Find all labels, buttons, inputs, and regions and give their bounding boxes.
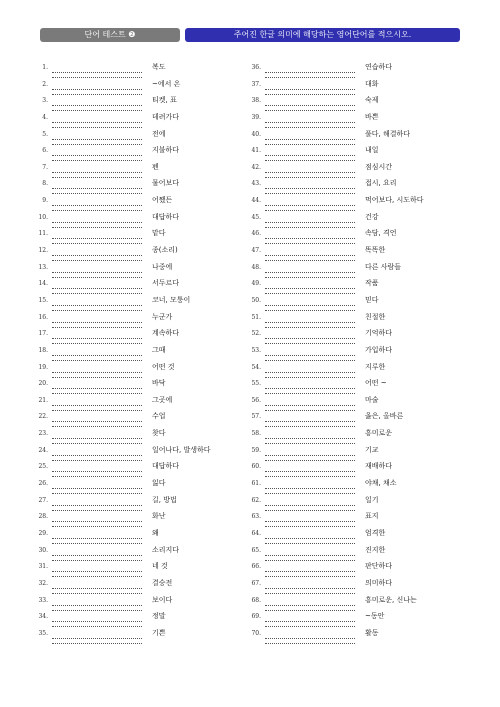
- korean-meaning: 정말: [152, 612, 166, 621]
- word-item: [36, 278, 246, 295]
- korean-meaning: 왜: [152, 528, 159, 537]
- item-number: 43.: [251, 180, 261, 188]
- korean-meaning: 티켓, 표: [152, 96, 177, 105]
- answer-blank[interactable]: [52, 438, 142, 439]
- item-number: 53.: [251, 346, 261, 354]
- answer-blank[interactable]: [52, 605, 142, 606]
- answer-blank[interactable]: [265, 555, 355, 556]
- word-item: [36, 395, 246, 412]
- item-number: 63.: [251, 513, 261, 521]
- answer-blank[interactable]: [265, 205, 355, 206]
- korean-meaning: 작품: [365, 279, 379, 288]
- answer-blank[interactable]: [265, 222, 355, 223]
- item-number: 70.: [251, 629, 261, 637]
- korean-meaning: 똑똑한: [365, 246, 386, 255]
- item-number: 27.: [38, 496, 48, 504]
- word-item: [36, 528, 246, 545]
- answer-blank[interactable]: [265, 621, 355, 622]
- answer-blank[interactable]: [52, 471, 142, 472]
- answer-blank[interactable]: [52, 288, 142, 289]
- korean-meaning: 찾다: [152, 429, 166, 438]
- item-number: 58.: [251, 430, 261, 438]
- word-item: [249, 411, 459, 428]
- word-item: [249, 212, 459, 229]
- word-item: [249, 195, 459, 212]
- answer-blank[interactable]: [52, 455, 142, 456]
- korean-meaning: 전에: [152, 129, 166, 138]
- word-item: [36, 178, 246, 195]
- word-item: [249, 278, 459, 295]
- korean-meaning: 지불하다: [152, 146, 180, 155]
- item-number: 12.: [38, 247, 48, 255]
- korean-meaning: 다른 사람들: [365, 262, 402, 271]
- word-item: [249, 62, 459, 79]
- answer-blank[interactable]: [52, 505, 142, 506]
- item-number: 6.: [42, 147, 48, 155]
- answer-blank[interactable]: [265, 272, 355, 273]
- answer-blank[interactable]: [52, 188, 142, 189]
- answer-blank[interactable]: [265, 405, 355, 406]
- word-item: [249, 95, 459, 112]
- answer-blank[interactable]: [265, 438, 355, 439]
- item-number: 40.: [251, 130, 261, 138]
- word-item: [249, 362, 459, 379]
- korean-meaning: 펜: [152, 162, 159, 171]
- answer-blank[interactable]: [265, 139, 355, 140]
- item-number: 51.: [251, 313, 261, 321]
- item-number: 54.: [251, 363, 261, 371]
- korean-meaning: 종(소리): [152, 246, 178, 255]
- korean-meaning: 활동: [365, 628, 379, 637]
- answer-blank[interactable]: [52, 172, 142, 173]
- answer-blank[interactable]: [52, 555, 142, 556]
- word-item: [249, 461, 459, 478]
- korean-meaning: 바닥: [152, 379, 166, 388]
- item-number: 55.: [251, 380, 261, 388]
- answer-blank[interactable]: [52, 488, 142, 489]
- korean-meaning: 건강: [365, 212, 379, 221]
- word-item: [249, 561, 459, 578]
- answer-blank[interactable]: [265, 488, 355, 489]
- item-number: 37.: [251, 80, 261, 88]
- word-item: [249, 428, 459, 445]
- answer-blank[interactable]: [265, 72, 355, 73]
- item-number: 44.: [251, 197, 261, 205]
- korean-meaning: 어떤 것: [152, 362, 175, 371]
- word-item: [36, 362, 246, 379]
- answer-blank[interactable]: [265, 605, 355, 606]
- word-item: [249, 395, 459, 412]
- item-number: 18.: [38, 346, 48, 354]
- answer-blank[interactable]: [52, 355, 142, 356]
- word-item: [249, 112, 459, 129]
- answer-blank[interactable]: [265, 305, 355, 306]
- word-item: [36, 495, 246, 512]
- word-item: [249, 79, 459, 96]
- answer-blank[interactable]: [52, 322, 142, 323]
- word-item: [249, 295, 459, 312]
- korean-meaning: ~에서 온: [152, 79, 181, 88]
- word-item: [36, 378, 246, 395]
- korean-meaning: 판단하다: [365, 562, 393, 571]
- answer-blank[interactable]: [52, 571, 142, 572]
- answer-blank[interactable]: [265, 172, 355, 173]
- item-number: 20.: [38, 380, 48, 388]
- item-number: 14.: [38, 280, 48, 288]
- word-item: [36, 295, 246, 312]
- answer-blank[interactable]: [265, 238, 355, 239]
- item-number: 21.: [38, 396, 48, 404]
- korean-meaning: 맡다: [152, 229, 166, 238]
- word-item: [36, 545, 246, 562]
- korean-meaning: 의미하다: [365, 578, 393, 587]
- word-item: [36, 212, 246, 229]
- item-number: 41.: [251, 147, 261, 155]
- korean-meaning: 계속하다: [152, 329, 180, 338]
- item-number: 49.: [251, 280, 261, 288]
- item-number: 56.: [251, 396, 261, 404]
- word-item: [249, 628, 459, 645]
- word-item: [249, 312, 459, 329]
- korean-meaning: 결승전: [152, 578, 173, 587]
- answer-blank-underline: [265, 643, 355, 644]
- korean-meaning: 믿다: [365, 295, 379, 304]
- item-number: 33.: [38, 596, 48, 604]
- word-item: [36, 578, 246, 595]
- answer-blank[interactable]: [265, 338, 355, 339]
- korean-meaning: 기쁜: [152, 628, 166, 637]
- answer-blank[interactable]: [265, 105, 355, 106]
- korean-meaning: 친절한: [365, 312, 386, 321]
- word-item: [36, 129, 246, 146]
- korean-meaning: 진지한: [365, 545, 386, 554]
- answer-blank-underline: [52, 643, 142, 644]
- word-item: [249, 595, 459, 612]
- korean-meaning: 물어보다: [152, 179, 180, 188]
- word-item: [36, 112, 246, 129]
- item-number: 10.: [38, 213, 48, 221]
- item-number: 50.: [251, 296, 261, 304]
- korean-meaning: 야채, 채소: [365, 479, 397, 488]
- answer-blank[interactable]: [52, 238, 142, 239]
- item-number: 39.: [251, 113, 261, 121]
- korean-meaning: 기교: [365, 445, 379, 454]
- answer-blank[interactable]: [52, 405, 142, 406]
- item-number: 46.: [251, 230, 261, 238]
- answer-blank[interactable]: [52, 222, 142, 223]
- word-item: [249, 545, 459, 562]
- item-number: 22.: [38, 413, 48, 421]
- answer-blank[interactable]: [265, 188, 355, 189]
- word-item: [36, 95, 246, 112]
- korean-meaning: 마술: [365, 395, 379, 404]
- word-item: [36, 628, 246, 645]
- korean-meaning: 대답하다: [152, 212, 180, 221]
- right-column: [249, 62, 459, 644]
- answer-blank[interactable]: [52, 155, 142, 156]
- word-item: [36, 428, 246, 445]
- item-number: 4.: [42, 113, 48, 121]
- item-number: 68.: [251, 596, 261, 604]
- item-number: 13.: [38, 263, 48, 271]
- answer-blank[interactable]: [52, 338, 142, 339]
- word-item: [249, 378, 459, 395]
- korean-meaning: 풀다, 해결하다: [365, 129, 411, 138]
- answer-blank[interactable]: [52, 372, 142, 373]
- word-item: [249, 262, 459, 279]
- item-number: 65.: [251, 546, 261, 554]
- instruction-banner: 주어진 한글 의미에 해당하는 영어단어를 적으시오.: [185, 28, 460, 42]
- korean-meaning: 소리지다: [152, 545, 180, 554]
- answer-blank[interactable]: [265, 638, 355, 639]
- word-item: [36, 478, 246, 495]
- word-item: [249, 145, 459, 162]
- word-item: [36, 595, 246, 612]
- item-number: 67.: [251, 579, 261, 587]
- word-item: [249, 511, 459, 528]
- word-item: [36, 312, 246, 329]
- answer-blank[interactable]: [265, 588, 355, 589]
- answer-blank[interactable]: [52, 388, 142, 389]
- item-number: 62.: [251, 496, 261, 504]
- korean-meaning: 그곳에: [152, 395, 173, 404]
- answer-blank[interactable]: [52, 305, 142, 306]
- korean-meaning: 화난: [152, 512, 166, 521]
- korean-meaning: 대답하다: [152, 462, 180, 471]
- word-item: [36, 79, 246, 96]
- word-item: [249, 528, 459, 545]
- answer-blank[interactable]: [52, 122, 142, 123]
- word-item: [249, 578, 459, 595]
- word-item: [36, 345, 246, 362]
- worksheet-title-tab: 단어 테스트 ❷: [40, 28, 180, 42]
- answer-blank[interactable]: [265, 372, 355, 373]
- korean-meaning: ~동안: [365, 612, 385, 621]
- korean-meaning: 숙제: [365, 96, 379, 105]
- answer-blank[interactable]: [52, 421, 142, 422]
- item-number: 23.: [38, 430, 48, 438]
- word-item: [36, 461, 246, 478]
- item-number: 3.: [42, 97, 48, 105]
- word-item: [36, 328, 246, 345]
- item-number: 28.: [38, 513, 48, 521]
- korean-meaning: 서두르다: [152, 279, 180, 288]
- item-number: 64.: [251, 529, 261, 537]
- item-number: 48.: [251, 263, 261, 271]
- answer-blank[interactable]: [52, 521, 142, 522]
- answer-blank[interactable]: [265, 388, 355, 389]
- word-item: [249, 228, 459, 245]
- word-item: [249, 478, 459, 495]
- word-item: [36, 62, 246, 79]
- item-number: 66.: [251, 563, 261, 571]
- word-item: [249, 129, 459, 146]
- word-item: [36, 262, 246, 279]
- korean-meaning: 잃다: [152, 479, 166, 488]
- answer-blank[interactable]: [265, 122, 355, 123]
- korean-meaning: 네 것: [152, 562, 168, 571]
- word-item: [36, 245, 246, 262]
- answer-blank[interactable]: [52, 72, 142, 73]
- answer-blank[interactable]: [52, 105, 142, 106]
- answer-blank[interactable]: [52, 205, 142, 206]
- korean-meaning: 복도: [152, 63, 166, 71]
- korean-meaning: 데려가다: [152, 112, 180, 121]
- item-number: 17.: [38, 330, 48, 338]
- word-item: [36, 195, 246, 212]
- korean-meaning: 어쨌든: [152, 196, 173, 205]
- answer-blank[interactable]: [265, 571, 355, 572]
- answer-blank[interactable]: [265, 288, 355, 289]
- item-number: 8.: [42, 180, 48, 188]
- korean-meaning: 먹어보다, 시도하다: [365, 196, 424, 205]
- word-item: [249, 245, 459, 262]
- korean-meaning: 어떤 ~: [365, 379, 387, 388]
- word-item: [36, 145, 246, 162]
- word-item: [36, 611, 246, 628]
- korean-meaning: 일기: [365, 495, 379, 504]
- korean-meaning: 일어나다, 발생하다: [152, 445, 211, 454]
- korean-meaning: 나중에: [152, 262, 173, 271]
- answer-blank[interactable]: [265, 521, 355, 522]
- item-number: 47.: [251, 247, 261, 255]
- word-item: [249, 445, 459, 462]
- item-number: 38.: [251, 97, 261, 105]
- word-item: [36, 445, 246, 462]
- item-number: 57.: [251, 413, 261, 421]
- item-number: 34.: [38, 613, 48, 621]
- item-number: 59.: [251, 446, 261, 454]
- answer-blank[interactable]: [265, 538, 355, 539]
- item-number: 1.: [42, 64, 48, 71]
- answer-blank[interactable]: [265, 471, 355, 472]
- item-number: 7.: [42, 163, 48, 171]
- answer-blank[interactable]: [52, 139, 142, 140]
- left-column: [36, 62, 246, 644]
- item-number: 61.: [251, 480, 261, 488]
- korean-meaning: 그때: [152, 345, 166, 354]
- answer-blank[interactable]: [265, 421, 355, 422]
- answer-blank[interactable]: [52, 621, 142, 622]
- item-number: 19.: [38, 363, 48, 371]
- korean-meaning: 코너, 모퉁이: [152, 295, 191, 304]
- word-item: [249, 162, 459, 179]
- item-number: 29.: [38, 529, 48, 537]
- answer-blank[interactable]: [52, 538, 142, 539]
- word-item: [249, 611, 459, 628]
- item-number: 31.: [38, 563, 48, 571]
- item-number: 11.: [38, 230, 48, 238]
- word-item: [36, 511, 246, 528]
- korean-meaning: 흥미로운, 신나는: [365, 595, 417, 604]
- korean-meaning: 점심시간: [365, 162, 393, 171]
- item-number: 5.: [42, 130, 48, 138]
- item-number: 35.: [38, 629, 48, 637]
- item-number: 25.: [38, 463, 48, 471]
- answer-blank[interactable]: [265, 89, 355, 90]
- korean-meaning: 수업: [152, 412, 166, 421]
- korean-meaning: 엄격한: [365, 528, 386, 537]
- item-number: 2.: [42, 80, 48, 88]
- item-number: 36.: [251, 64, 261, 71]
- item-number: 69.: [251, 613, 261, 621]
- answer-blank[interactable]: [265, 505, 355, 506]
- korean-meaning: 대화: [365, 79, 379, 88]
- item-number: 52.: [251, 330, 261, 338]
- word-item: [249, 495, 459, 512]
- word-item: [249, 178, 459, 195]
- word-item: [36, 561, 246, 578]
- item-number: 26.: [38, 480, 48, 488]
- answer-blank[interactable]: [52, 89, 142, 90]
- word-item: [249, 345, 459, 362]
- korean-meaning: 접시, 요리: [365, 179, 397, 188]
- answer-blank[interactable]: [265, 155, 355, 156]
- korean-meaning: 바쁜: [365, 112, 379, 121]
- item-number: 60.: [251, 463, 261, 471]
- korean-meaning: 가입하다: [365, 345, 393, 354]
- korean-meaning: 길, 방법: [152, 495, 177, 504]
- korean-meaning: 속담, 격언: [365, 229, 397, 238]
- korean-meaning: 기억하다: [365, 329, 393, 338]
- korean-meaning: 옳은, 올바른: [365, 412, 404, 421]
- answer-blank[interactable]: [265, 355, 355, 356]
- answer-blank[interactable]: [265, 455, 355, 456]
- answer-blank[interactable]: [52, 272, 142, 273]
- korean-meaning: 보이다: [152, 595, 173, 604]
- korean-meaning: 흥미로운: [365, 429, 393, 438]
- item-number: 30.: [38, 546, 48, 554]
- korean-meaning: 재배하다: [365, 462, 393, 471]
- korean-meaning: 지루한: [365, 362, 386, 371]
- answer-blank[interactable]: [52, 638, 142, 639]
- item-number: 15.: [38, 296, 48, 304]
- item-number: 45.: [251, 213, 261, 221]
- item-number: 9.: [42, 197, 48, 205]
- item-number: 32.: [38, 579, 48, 587]
- item-number: 16.: [38, 313, 48, 321]
- korean-meaning: 표지: [365, 512, 379, 521]
- korean-meaning: 내일: [365, 146, 379, 155]
- korean-meaning: 누군가: [152, 312, 173, 321]
- item-number: 24.: [38, 446, 48, 454]
- answer-blank[interactable]: [265, 255, 355, 256]
- answer-blank[interactable]: [52, 255, 142, 256]
- word-item: [36, 411, 246, 428]
- word-item: [249, 328, 459, 345]
- item-number: 42.: [251, 163, 261, 171]
- word-item: [36, 228, 246, 245]
- answer-blank[interactable]: [52, 588, 142, 589]
- korean-meaning: 연습하다: [365, 63, 393, 71]
- word-item: [36, 162, 246, 179]
- answer-blank[interactable]: [265, 322, 355, 323]
